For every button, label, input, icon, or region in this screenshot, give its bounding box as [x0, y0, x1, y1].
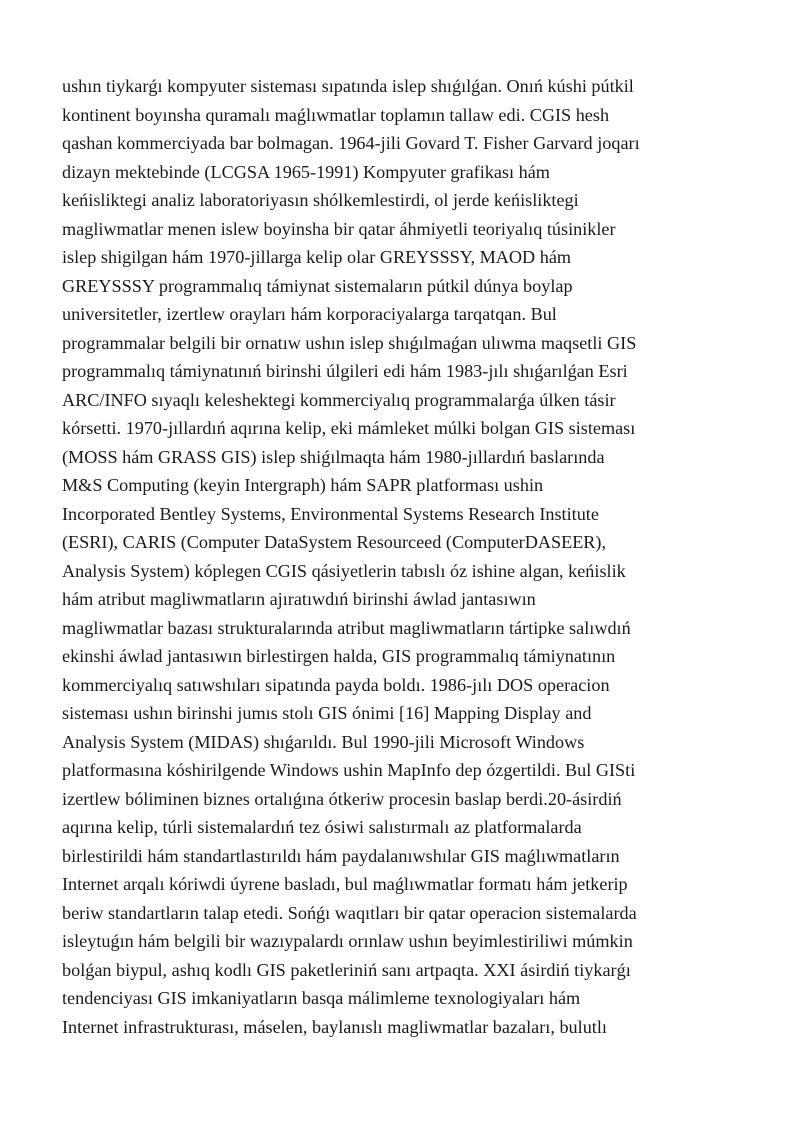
text-line: GREYSSSY programmalıq támiynat sistemaların pútkil dúnya boylap [62, 275, 573, 296]
text-line: kórsetti. 1970-jıllardıń aqırına kelip, eki mámleket múlki bolgan GIS sisteması [62, 418, 636, 438]
text-line: ARC/INFO sıyaqlı keleshektegi kommerciyalıq programmalarǵa úlken tásir [62, 389, 616, 410]
text-line: magliwmatlar menen islew boyinsha bir qatar áhmiyetli teoriyalıq túsinikler [62, 218, 616, 239]
text-line: ushın tiykarǵı kompyuter sisteması sıpatında islep shıǵılǵan. Onıń kúshi pútkil [62, 76, 634, 96]
text-line: kontinent boyınsha quramalı maǵlıwmatlar toplamın tallaw edi. CGIS hesh [62, 104, 610, 125]
text-line: dizayn mektebinde (LCGSA 1965-1991) Kompyuter grafikası hám [62, 161, 550, 182]
text-line: sisteması ushın birinshi jumıs stolı GIS ónimi [16] Mapping Display and [62, 703, 592, 723]
text-line: islep shigilgan hám 1970-jillarga kelip olar GREYSSSY, MAOD hám [62, 247, 572, 267]
text-line: birlestirildi hám standartlastırıldı hám paydalanıwshılar GIS maǵlıwmatların [62, 845, 620, 866]
text-line: Internet infrastrukturası, máselen, baylanıslı magliwmatlar bazaları, bulutlı [62, 1016, 607, 1037]
text-line: ekinshi áwlad jantasıwın birlestirgen halda, GIS programmalıq támiynatının [62, 646, 616, 666]
text-line: M&S Computing (keyin Intergraph) hám SAPR platforması ushin [62, 475, 544, 495]
text-line: aqırına kelip, túrli sistemalardıń tez ósiwi salıstırmalı az platformalarda [62, 817, 582, 837]
text-line: magliwmatlar bazası strukturalarında atribut magliwmatların tártipke salıwdıń [62, 617, 631, 638]
text-line: platformasına kóshirilgende Windows ushin MapInfo dep ózgertildi. Bul GISti [62, 760, 636, 780]
text-line: programmalar belgili bir ornatıw ushın islep shıǵılmaǵan ulıwma maqsetli GIS [62, 332, 637, 353]
text-line: isleytuǵın hám belgili bir wazıypalardı orınlaw ushın beyimlestiriliwi múmkin [62, 931, 633, 951]
text-line: tendenciyası GIS imkaniyatların basqa málimleme texnologiyaları hám [62, 988, 581, 1008]
text-line: Internet arqalı kóriwdi úyrene basladı, bul maǵlıwmatlar formatı hám jetkerip [62, 874, 628, 894]
text-line: qashan kommerciyada bar bolmagan. 1964-jili Govard T. Fisher Garvard joqarı [62, 133, 640, 153]
text-line: (MOSS hám GRASS GIS) islep shiǵılmaqta hám 1980-jıllardıń baslarında [62, 446, 605, 467]
text-line: bolǵan biypul, ashıq kodlı GIS paketleriniń sanı artpaqta. XXI ásirdiń tiykarǵı [62, 959, 631, 980]
text-line: kommerciyalıq satıwshıları sipatında payda boldı. 1986-jılı DOS operacion [62, 674, 610, 695]
text-line: Analysis System) kóplegen CGIS qásiyetlerin tabıslı óz ishine algan, keńislik [62, 560, 626, 581]
text-line: keńisliktegi analiz laboratoriyasın shólkemlestirdi, ol jerde keńisliktegi [62, 190, 579, 210]
document-page [62, 72, 752, 1041]
text-line: Analysis System (MIDAS) shıǵarıldı. Bul 1990-jili Microsoft Windows [62, 731, 585, 752]
text-line: (ESRI), CARIS (Computer DataSystem Resourceed (ComputerDASEER), [62, 532, 607, 552]
text-line: hám atribut magliwmatların ajıratıwdıń birinshi áwlad jantasıwın [62, 589, 536, 609]
text-line: universitetler, izertlew orayları hám korporaciyalarga tarqatqan. Bul [62, 304, 557, 324]
text-line: izertlew bóliminen biznes ortalıǵına ótkeriw procesin baslap berdi.20-ásirdiń [62, 788, 622, 809]
text-line: beriw standartların talap etedi. Sońǵı waqıtları bir qatar operacion sistemalarda [62, 902, 637, 923]
text-line: Incorporated Bentley Systems, Environmental Systems Research Institute [62, 503, 599, 524]
text-line: programmalıq támiynatınıń birinshi úlgileri edi hám 1983-jılı shıǵarılǵan Esri [62, 361, 628, 381]
